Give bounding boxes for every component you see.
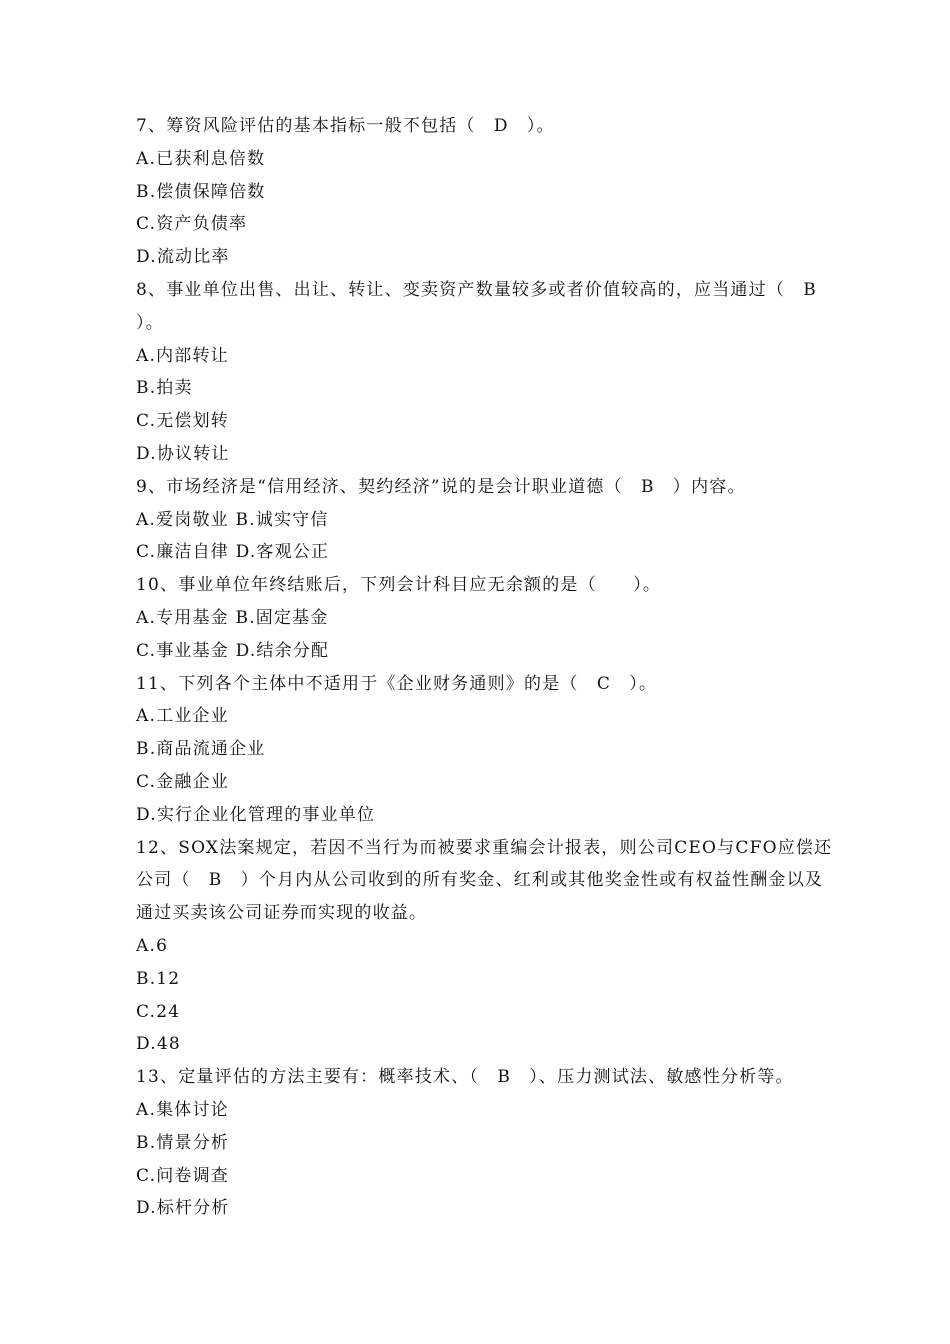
option: B.12 — [136, 968, 181, 989]
option: C.金融企业 — [136, 771, 230, 792]
option: A.已获利息倍数 — [136, 148, 266, 169]
option: B.情景分析 — [136, 1132, 230, 1153]
option: D.48 — [136, 1034, 181, 1055]
question-text: 8、事业单位出售、出让、转让、变卖资产数量较多或者价值较高的，应当通过（ B — [136, 279, 817, 300]
option: A.爱岗敬业 B.诚实守信 — [136, 509, 329, 530]
question-text: 7、筹资风险评估的基本指标一般不包括（ D ）。 — [136, 116, 555, 136]
option: A.内部转让 — [136, 345, 229, 366]
question-text-continued: 公司（ B ）个月内从公司收到的所有奖金、红利或其他奖金性或有权益性酬金以及 — [136, 870, 824, 891]
option: D.实行企业化管理的事业单位 — [136, 804, 376, 825]
option: C.廉洁自律 D.客观公正 — [136, 542, 330, 563]
option: A.专用基金 B.固定基金 — [136, 607, 329, 628]
question-text: 12、SOX法案规定，若因不当行为而被要求重编会计报表，则公司CEO与CFO应偿还 — [136, 837, 833, 858]
question-text: 9、市场经济是“信用经济、契约经济”说的是会计职业道德（ B ）内容。 — [136, 476, 746, 497]
question-text-continued: ）。 — [136, 312, 164, 333]
question-text-continued: 通过买卖该公司证券而实现的收益。 — [136, 903, 428, 924]
option: C.24 — [136, 1001, 181, 1022]
question-text: 10、事业单位年终结账后，下列会计科目应无余额的是（ ）。 — [136, 575, 662, 596]
question-list — [136, 110, 848, 1225]
option: C.无偿划转 — [136, 411, 230, 432]
option: B.商品流通企业 — [136, 739, 266, 760]
option: D.协议转让 — [136, 443, 230, 464]
option: A.工业企业 — [136, 706, 229, 727]
option: C.资产负债率 — [136, 214, 248, 235]
option: B.偿债保障倍数 — [136, 181, 266, 202]
option: D.流动比率 — [136, 247, 230, 268]
option: A.6 — [136, 935, 169, 956]
option: A.集体讨论 — [136, 1099, 229, 1120]
option: C.问卷调查 — [136, 1165, 230, 1186]
option: D.标杆分析 — [136, 1198, 230, 1219]
option: B.拍卖 — [136, 378, 193, 399]
question-text: 13、定量评估的方法主要有：概率技术、（ B ）、压力测试法、敏感性分析等。 — [136, 1067, 794, 1088]
question-text: 11、下列各个主体中不适用于《企业财务通则》的是（ C ）。 — [136, 673, 658, 694]
option: C.事业基金 D.结余分配 — [136, 640, 330, 661]
